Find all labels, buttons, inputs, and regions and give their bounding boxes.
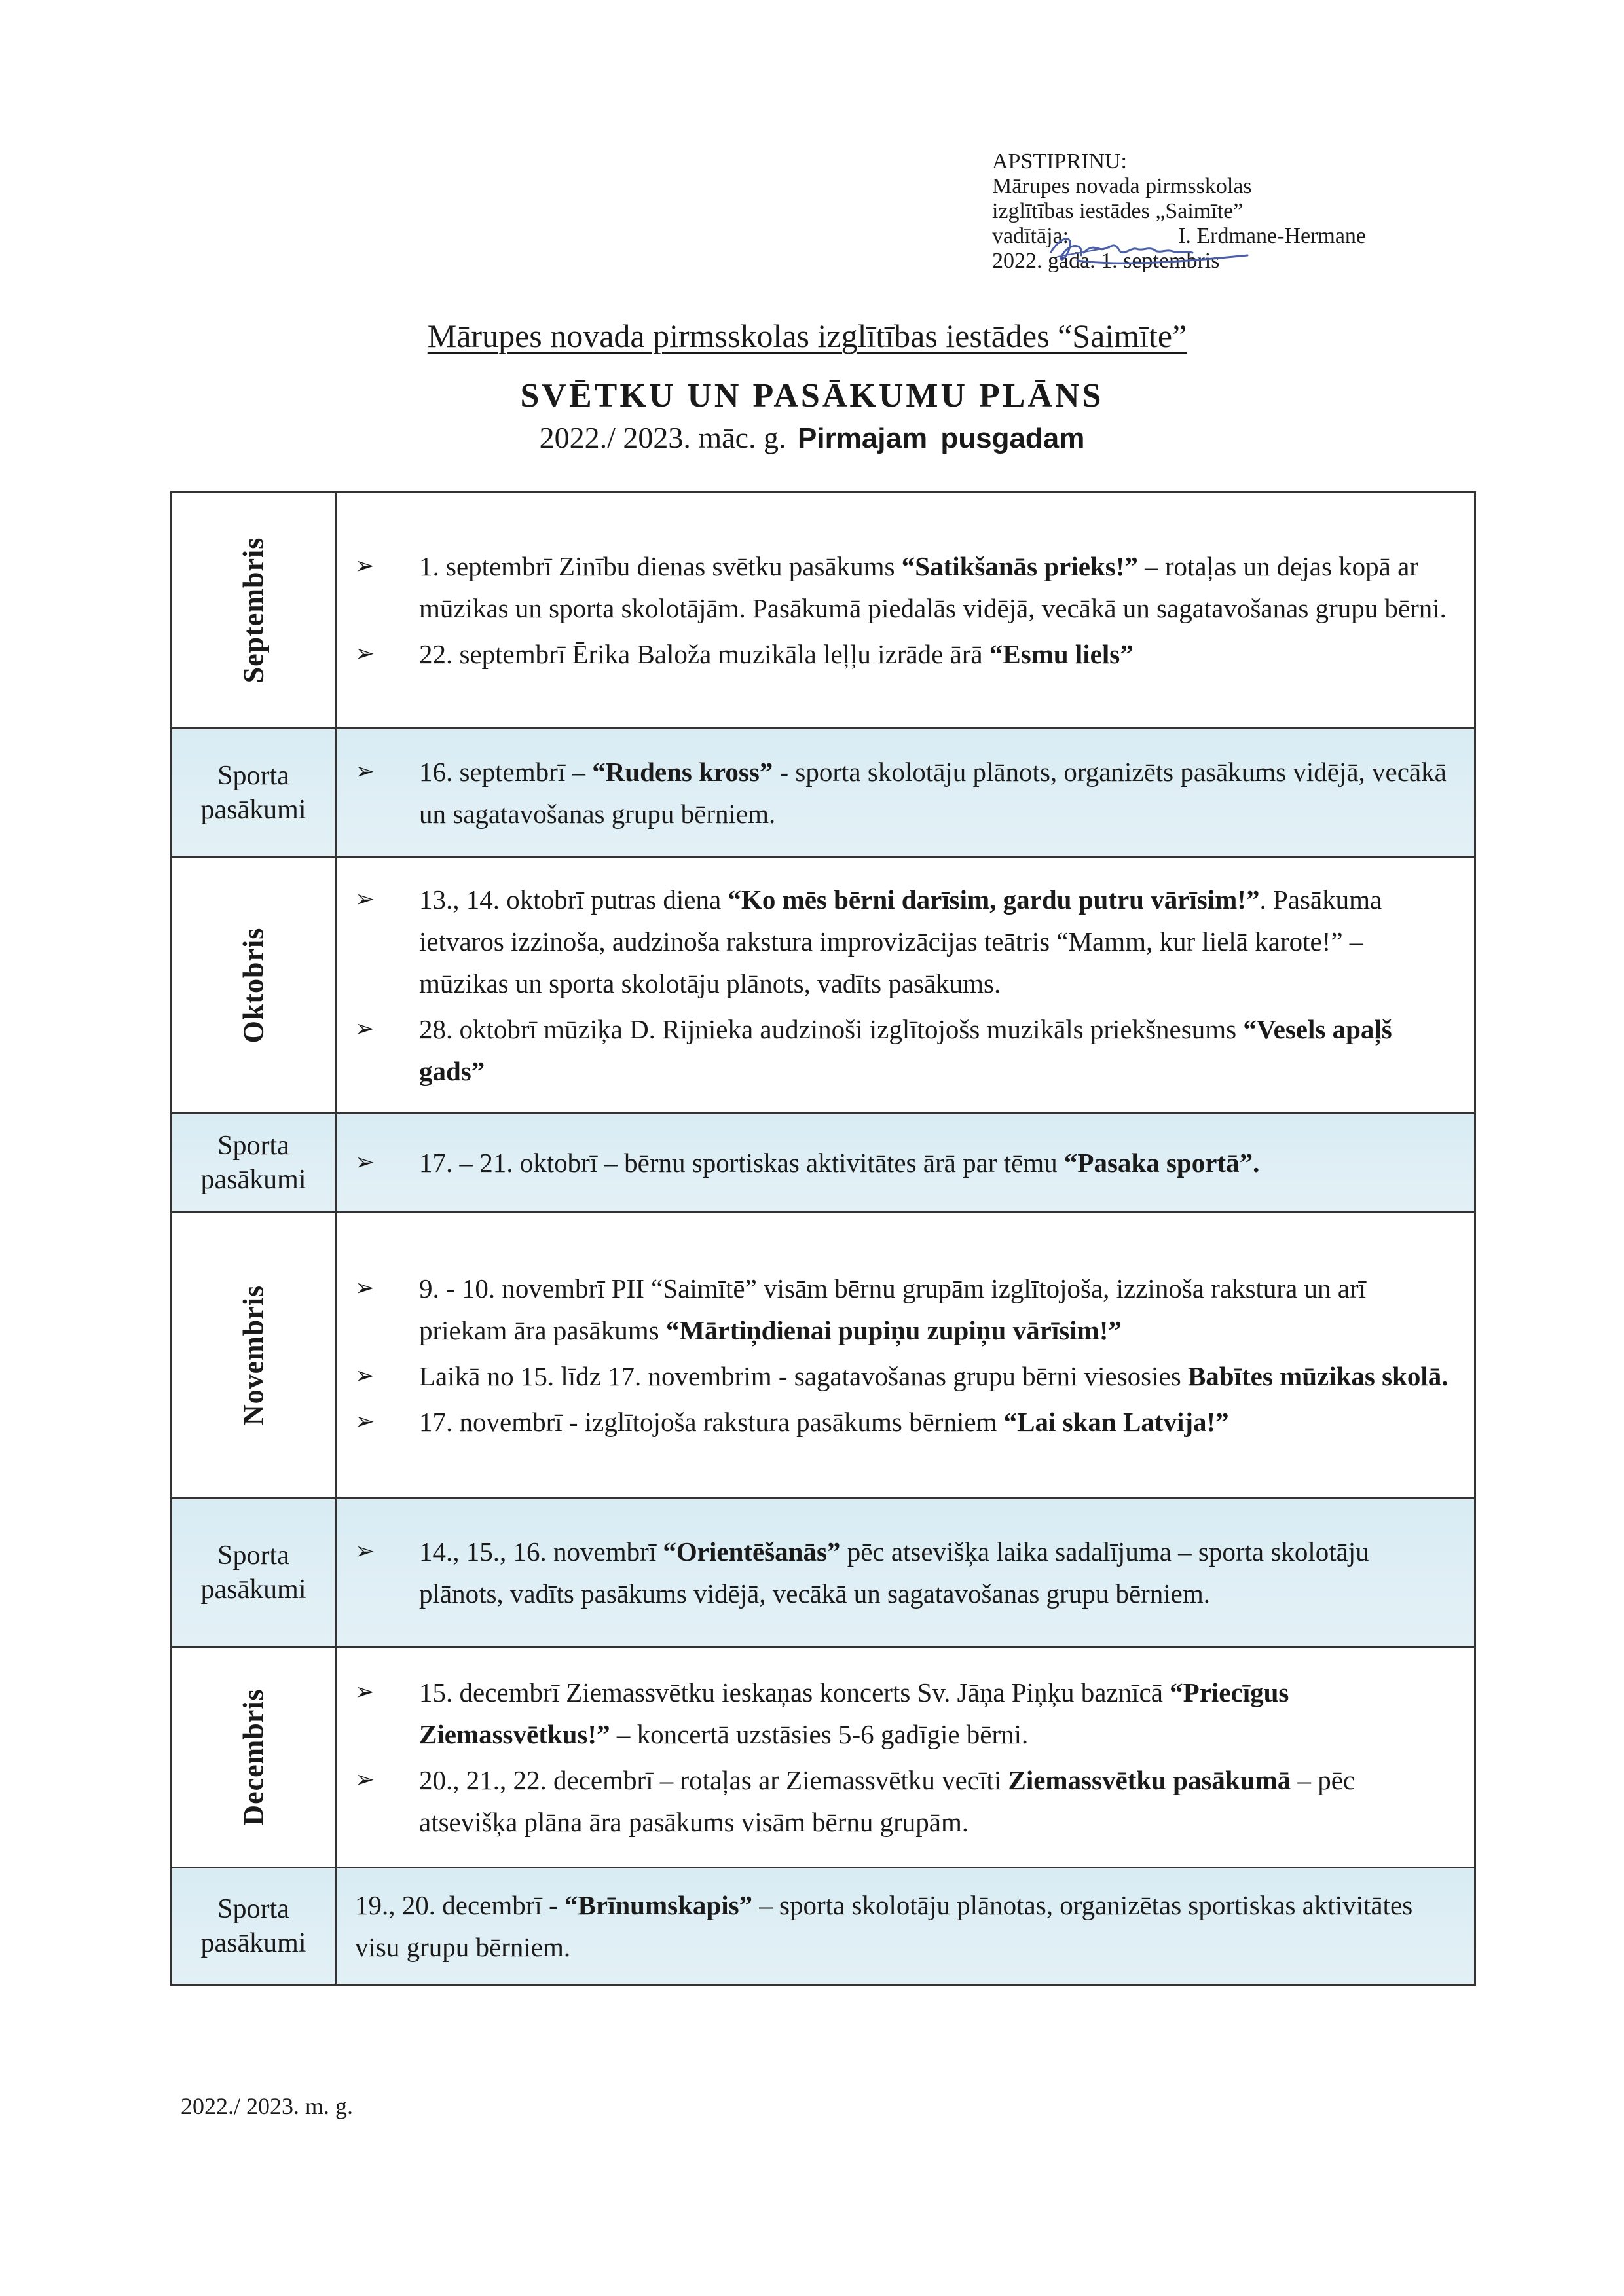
bullet-arrow-icon: ➢	[355, 1275, 375, 1302]
event-item	[355, 1671, 1454, 1755]
event-highlight: “Rudens kross”	[592, 756, 773, 787]
event-highlight: “Lai skan Latvija!”	[1003, 1407, 1229, 1437]
row-label: Sporta pasākumi	[172, 1114, 336, 1212]
event-text: 9. - 10. novembrī PII “Saimītē” visām bērnu grupām izglītojoša, izzinoša rakstura un arī priekam āra pasākums “Mārtiņdienai pupiņu zupiņu vārīsim!”	[419, 1273, 1367, 1345]
table-row	[172, 1868, 1475, 1985]
table-row	[172, 1114, 1475, 1212]
table-row	[172, 729, 1475, 857]
event-text: 16. septembrī – “Rudens kross” - sporta skolotāju plānots, organizēts pasākums vidējā, vecākā un sagatavošanas grupu bērniem.	[419, 756, 1447, 829]
event-highlight: “Vesels apaļš gads”	[419, 1013, 1392, 1086]
bullet-arrow-icon: ➢	[355, 1149, 375, 1176]
row-label: Sporta pasākumi	[172, 1499, 336, 1647]
event-highlight: “Esmu liels”	[989, 639, 1134, 669]
event-highlight: Babītes mūzikas skolā.	[1187, 1361, 1449, 1391]
school-year: 2022./ 2023. māc. g.	[539, 421, 786, 454]
event-highlight: “Orientēšanās”	[663, 1537, 841, 1567]
month-label-text: Septembris	[237, 537, 270, 683]
table-row	[172, 1499, 1475, 1647]
bullet-arrow-icon: ➢	[355, 1766, 375, 1793]
month-label	[172, 492, 336, 729]
event-highlight: “Ko mēs bērni darīsim, gardu putru vārīsim!”	[728, 884, 1260, 915]
event-item	[355, 545, 1454, 629]
table-row	[172, 492, 1475, 729]
approval-signer: I. Erdmane-Hermane	[1178, 224, 1367, 248]
period-label: Pirmajam pusgadam	[798, 422, 1085, 454]
events-cell	[336, 1868, 1475, 1985]
month-label-text: Decembris	[237, 1688, 270, 1826]
table-row	[172, 1647, 1475, 1868]
event-text: 17. – 21. oktobrī – bērnu sportiskas aktivitātes ārā par tēmu “Pasaka sportā”.	[419, 1148, 1260, 1178]
approval-heading: APSTIPRINU:	[992, 149, 1127, 173]
bullet-arrow-icon: ➢	[355, 553, 375, 579]
table-row	[172, 1212, 1475, 1499]
row-label: Sporta pasākumi	[172, 1868, 336, 1985]
events-cell	[336, 729, 1475, 857]
month-label-text: Oktobris	[237, 927, 270, 1043]
event-text: 20., 21., 22. decembrī – rotaļas ar Ziemassvētku vecīti Ziemassvētku pasākumā – pēc atsevišķa plāna āra pasākums visām bērnu grupām.	[419, 1765, 1356, 1837]
signature-image	[1038, 223, 1261, 275]
event-highlight: “Mārtiņdienai pupiņu zupiņu vārīsim!”	[665, 1315, 1122, 1345]
bullet-arrow-icon: ➢	[355, 885, 375, 913]
event-item	[355, 1531, 1454, 1614]
event-text: 19., 20. decembrī - “Brīnumskapis” – sporta skolotāju plānotas, organizētas sportiskas aktivitātes visu grupu bērniem.	[355, 1890, 1413, 1962]
events-table	[170, 491, 1476, 1986]
month-label	[172, 857, 336, 1114]
approval-line: izglītības iestādes „Saimīte”	[992, 199, 1244, 223]
bullet-arrow-icon: ➢	[355, 1015, 375, 1042]
organization-title: Mārupes novada pirmsskolas izglītības iestādes “Saimīte”	[427, 318, 1187, 354]
events-cell	[336, 857, 1475, 1114]
event-text: 22. septembrī Ērika Baloža muzikāla leļļu izrāde ārā “Esmu liels”	[419, 639, 1134, 669]
row-label: Sporta pasākumi	[172, 729, 336, 857]
month-label	[172, 1212, 336, 1499]
event-text: 17. novembrī - izglītojoša rakstura pasākums bērniem “Lai skan Latvija!”	[419, 1407, 1229, 1437]
month-label-text: Novembris	[237, 1285, 270, 1426]
event-highlight: “Priecīgus Ziemassvētkus!”	[419, 1677, 1289, 1749]
event-text: 28. oktobrī mūziķa D. Rijnieka audzinoši izglītojošs muzikāls priekšnesums “Vesels apaļš gads”	[419, 1013, 1392, 1086]
event-item	[355, 1008, 1454, 1092]
plan-subtitle	[0, 420, 1624, 455]
event-item	[355, 1884, 1454, 1968]
table-row	[172, 857, 1475, 1114]
events-cell	[336, 1647, 1475, 1868]
event-item	[355, 751, 1454, 835]
events-cell	[336, 492, 1475, 729]
approval-line: Mārupes novada pirmsskolas	[992, 174, 1252, 198]
event-item	[355, 879, 1454, 1004]
event-item	[355, 1267, 1454, 1351]
event-text: 15. decembrī Ziemassvētku ieskaņas koncerts Sv. Jāņa Piņķu baznīcā “Priecīgus Ziemassvētkus!” – koncertā uzstāsies 5-6 gadīgie bērni.	[419, 1677, 1289, 1749]
events-cell	[336, 1499, 1475, 1647]
approval-date: 2022. gada. 1. septembris	[992, 249, 1220, 273]
bullet-arrow-icon: ➢	[355, 1538, 375, 1565]
bullet-arrow-icon: ➢	[355, 1362, 375, 1389]
event-text: Laikā no 15. līdz 17. novembrim - sagatavošanas grupu bērni viesosies Babītes mūzikas skolā.	[419, 1361, 1449, 1391]
footer-year: 2022./ 2023. m. g.	[181, 2093, 354, 2119]
event-highlight: “Pasaka sportā”.	[1063, 1148, 1260, 1178]
event-text: 1. septembrī Zinību dienas svētku pasākums “Satikšanās prieks!” – rotaļas un dejas kopā ar mūzikas un sporta skolotājām. Pasākumā piedalās vidējā, vecākā un sagatavošanas grupu bērni.	[419, 551, 1447, 623]
event-highlight: “Satikšanās prieks!”	[901, 551, 1138, 581]
events-cell	[336, 1212, 1475, 1499]
bullet-arrow-icon: ➢	[355, 1679, 375, 1705]
event-item	[355, 1142, 1454, 1184]
bullet-arrow-icon: ➢	[355, 1408, 375, 1435]
bullet-arrow-icon: ➢	[355, 757, 375, 785]
event-text: 13., 14. oktobrī putras diena “Ko mēs bērni darīsim, gardu putru vārīsim!”. Pasākuma ietvaros izzinoša, audzinoša rakstura improvizācijas teātris “Mamm, kur lielā karote!” – mūzikas un sporta skolotāju plānots, vadīts pasākums.	[419, 884, 1382, 998]
event-item	[355, 633, 1454, 675]
approval-role: vadītāja:	[992, 224, 1069, 248]
event-item	[355, 1355, 1454, 1397]
events-cell	[336, 1114, 1475, 1212]
event-highlight: Ziemassvētku pasākumā	[1008, 1765, 1291, 1795]
plan-title: SVĒTKU UN PASĀKUMU PLĀNS	[520, 377, 1104, 414]
event-text: 14., 15., 16. novembrī “Orientēšanās” pēc atsevišķa laika sadalījuma – sporta skolotāju plānots, vadīts pasākums vidējā, vecākā un sagatavošanas grupu bērniem.	[419, 1537, 1369, 1609]
event-item	[355, 1401, 1454, 1443]
event-item	[355, 1759, 1454, 1843]
month-label	[172, 1647, 336, 1868]
bullet-arrow-icon: ➢	[355, 640, 375, 667]
event-highlight: “Brīnumskapis”	[564, 1890, 753, 1920]
